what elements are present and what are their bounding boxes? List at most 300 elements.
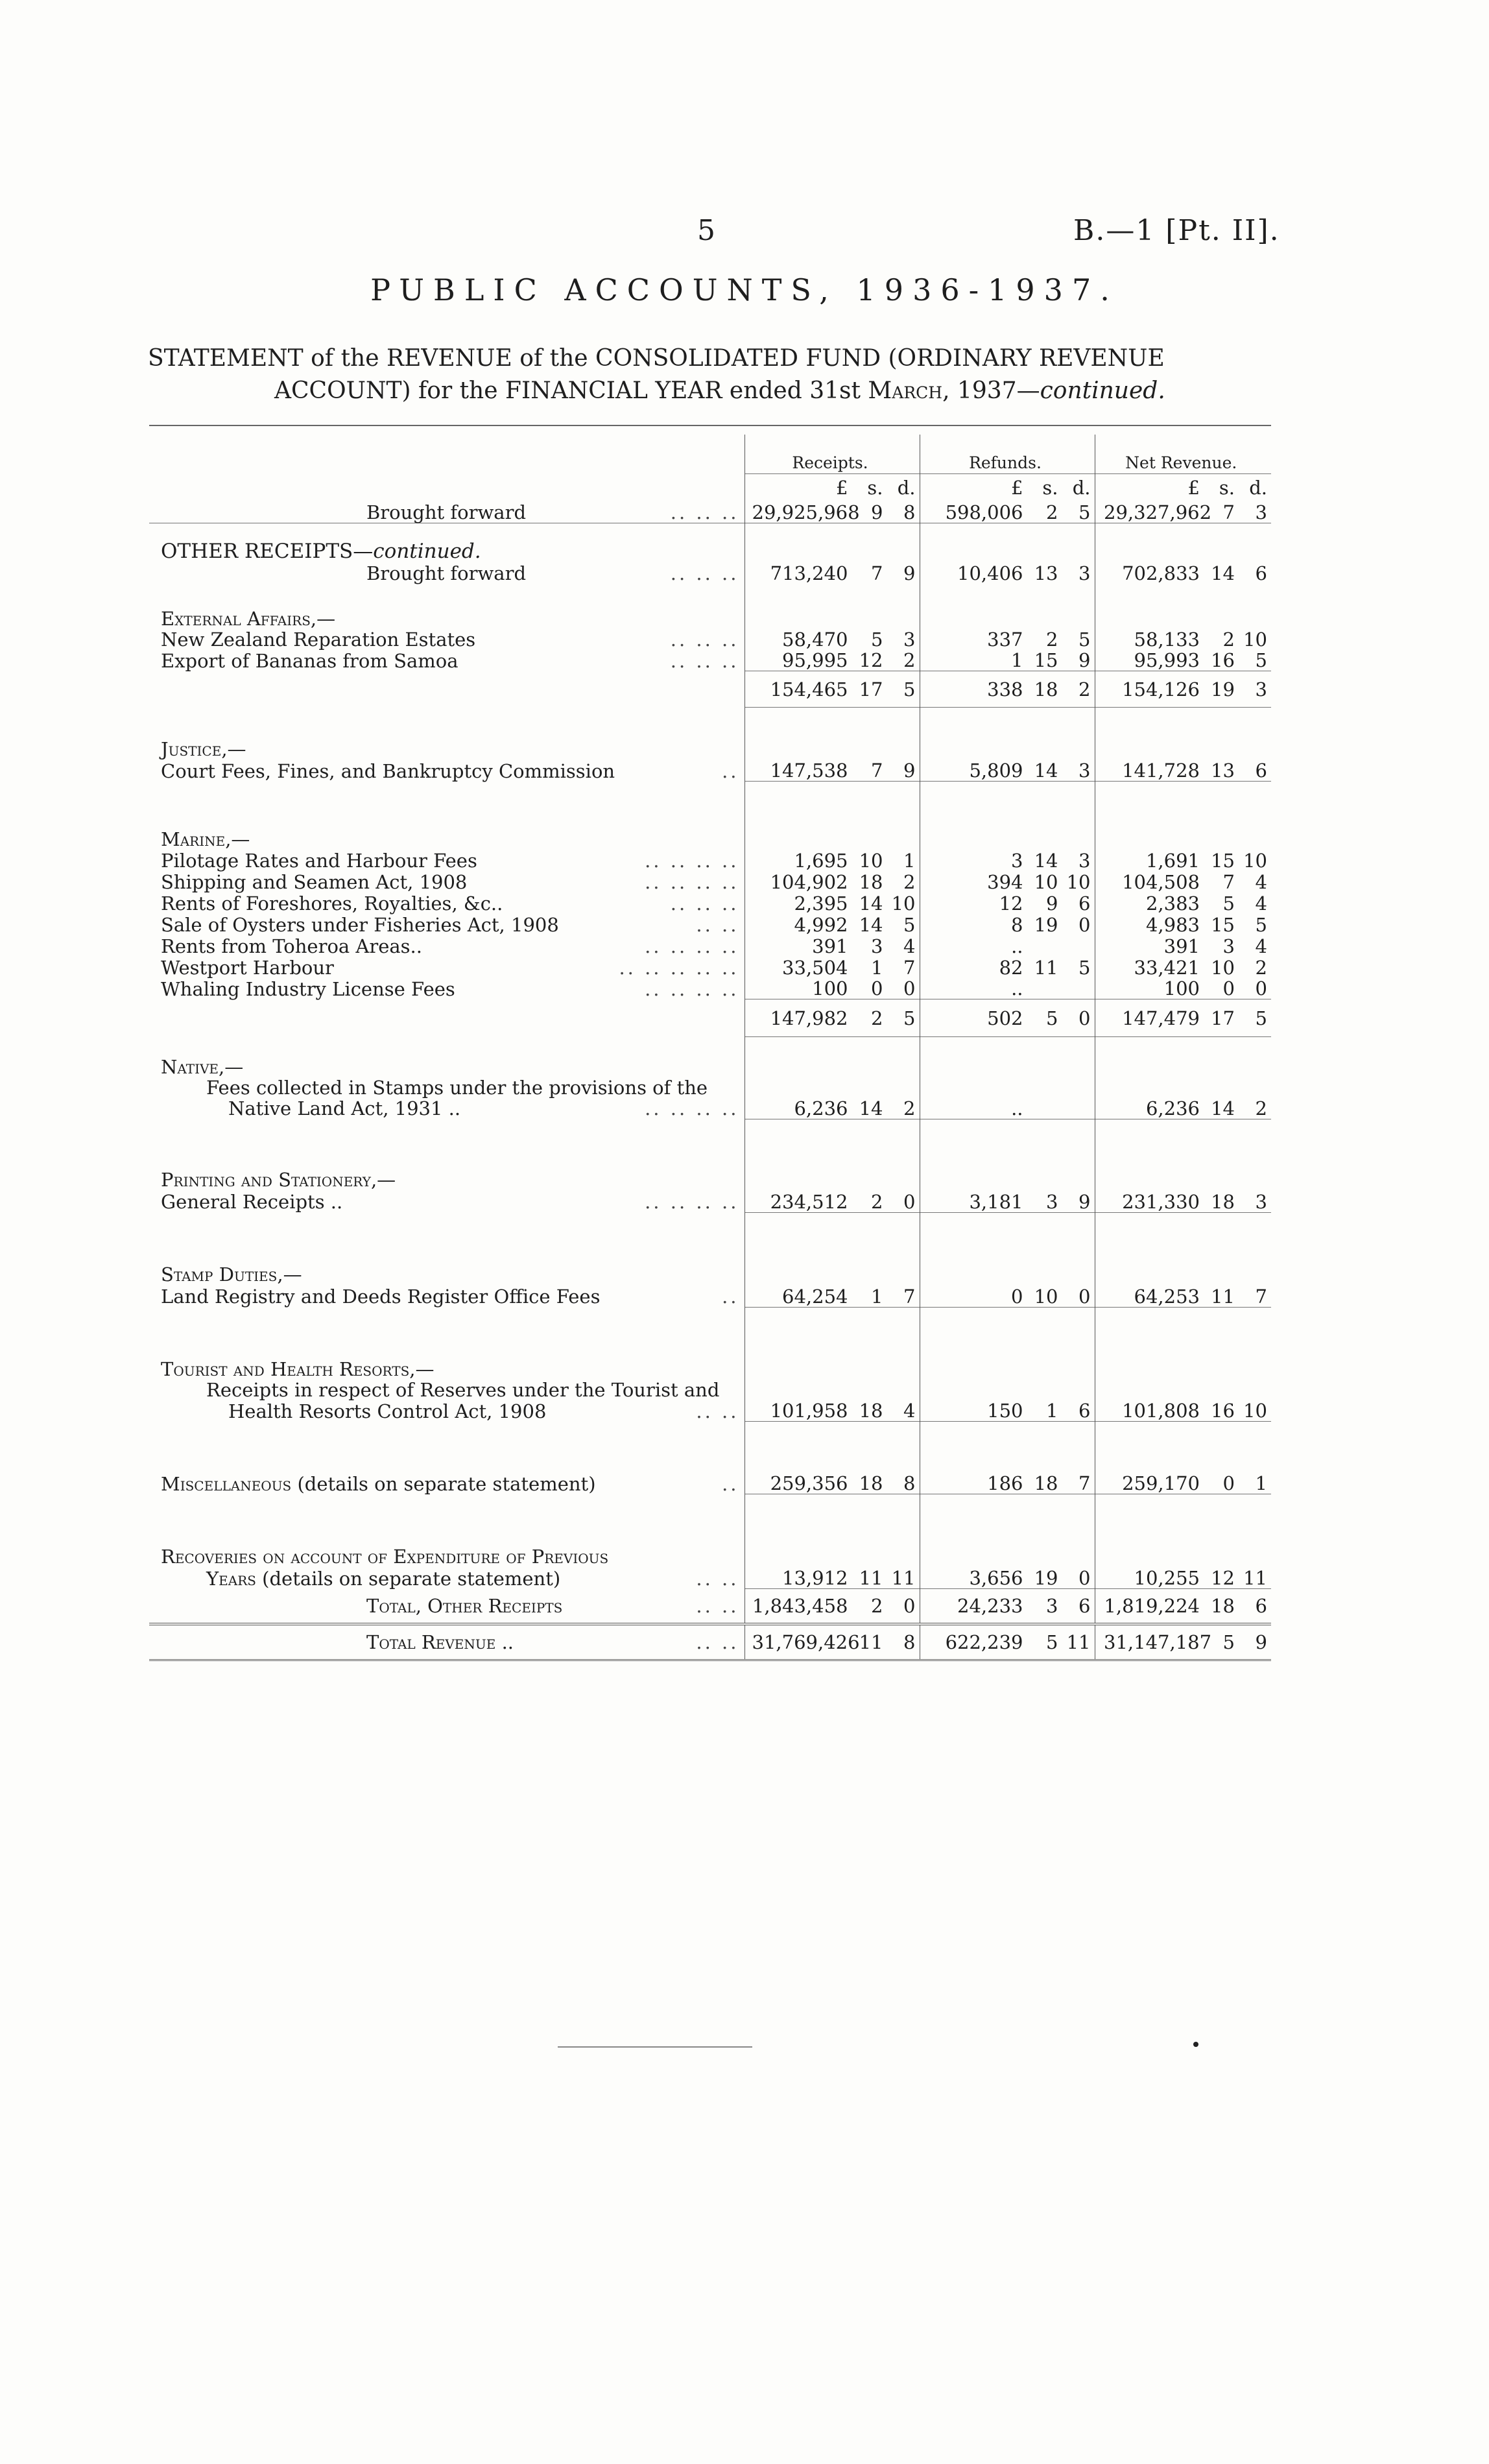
amount-pence: 4 [903,935,916,957]
amount-pounds: 10,255 [1134,1567,1200,1589]
external-affairs-row [149,629,1271,650]
amount-pence: 9 [1078,649,1091,671]
amount-shillings: 19 [1034,1567,1058,1589]
amount-shillings: 18 [859,1472,883,1494]
amount-shillings: 14 [1211,562,1235,584]
col-net-header: Net Revenue. [1095,435,1271,473]
amount-pence: 0 [903,1190,916,1213]
row-label: Native Land Act, 1931 .. [228,1097,461,1119]
amount-pence: 5 [1078,628,1091,651]
amount-shillings: 18 [1211,1594,1235,1617]
amount-shillings: 9 [1046,892,1058,915]
amount-pence: 9 [1078,1190,1091,1213]
amount-pounds: 64,253 [1134,1285,1200,1308]
amount-shillings: 18 [1211,1190,1235,1213]
amount-pence: 7 [1255,1285,1267,1308]
col-refunds-header: Refunds. [920,435,1095,473]
amount-pence: 4 [903,1400,916,1422]
amount-pounds: 95,995 [782,649,848,671]
amount-shillings: 7 [871,562,883,584]
justice-row [149,760,1271,782]
amount-pence: 4 [1255,870,1267,893]
amount-pence: 2 [903,1097,916,1119]
amount-pence: 8 [903,501,916,523]
amount-pounds: 58,470 [782,628,848,651]
total-revenue-row [149,1624,1271,1660]
row-label: Brought forward [366,562,527,584]
row-label: Receipts in respect of Reserves under the Tourist and [206,1379,720,1401]
amount-shillings: 14 [1034,760,1058,782]
amount-pounds: .. [1011,1097,1023,1119]
row-label: Total, Other Receipts [366,1594,563,1617]
amount-pence: 0 [903,1594,916,1617]
leader-dots: .. .. .. [670,501,739,523]
col-receipts-header: Receipts. [744,435,920,473]
amount-pounds: 391 [812,935,848,957]
amount-shillings: 16 [1211,1400,1235,1422]
unit-shilling: s. [867,477,883,499]
external-affairs-heading-row [149,584,1271,629]
amount-pounds: 24,233 [957,1594,1023,1617]
amount-pence: 0 [1078,1285,1091,1308]
amount-shillings: 5 [871,628,883,651]
marine-row [149,914,1271,935]
amount-shillings: 2 [1046,501,1058,523]
amount-pounds: 234,512 [770,1190,848,1213]
amount-pounds: 3 [1011,849,1023,872]
unit-pound: £ [1011,477,1023,499]
amount-shillings: 16 [1211,649,1235,671]
amount-pounds: 6,236 [1145,1097,1200,1119]
amount-pence: 6 [1255,760,1267,782]
amount-shillings: 13 [1211,760,1235,782]
amount-pence: 9 [903,760,916,782]
section-heading: External Affairs,— [161,608,336,630]
amount-pounds: 101,958 [770,1400,848,1422]
statement-subtitle [148,342,1270,407]
amount-pence: 5 [1255,649,1267,671]
amount-pence: 2 [903,649,916,671]
amount-pence: 3 [1255,1190,1267,1213]
marine-row [149,892,1271,914]
amount-pounds: 5,809 [969,760,1023,782]
amount-pence: 0 [903,977,916,999]
amount-pence: 6 [1078,892,1091,915]
amount-shillings: 2 [871,1007,883,1029]
native-label-row [149,1077,1271,1098]
amount-pence: 2 [903,870,916,893]
amount-pence: 9 [903,562,916,584]
subtitle-month: March [868,377,943,404]
row-label: Brought forward [366,501,527,523]
amount-pence: 11 [1066,1631,1091,1653]
amount-shillings: 10 [859,849,883,872]
brought-forward-row [149,498,1271,523]
leader-dots: .. .. .. [670,628,739,651]
amount-pence: 7 [903,1285,916,1308]
other-receipts-heading-row [149,523,1271,562]
amount-shillings: 14 [859,892,883,915]
leader-dots: .. .. .. .. [645,849,739,872]
amount-shillings: 0 [1222,1472,1235,1494]
amount-pence: 6 [1255,1594,1267,1617]
amount-pounds: 10,406 [957,562,1023,584]
amount-pounds: 100 [1163,977,1200,999]
amount-pounds: 101,808 [1122,1400,1200,1422]
amount-shillings: 2 [871,1594,883,1617]
amount-pounds: 259,356 [770,1472,848,1494]
section-heading: OTHER RECEIPTS— [161,540,374,563]
misc-row [149,1429,1271,1494]
marine-row [149,978,1271,999]
row-label: Sale of Oysters under Fisheries Act, 1908 [161,913,559,936]
row-label: Pilotage Rates and Harbour Fees [161,849,477,872]
amount-pounds: 154,465 [770,678,848,700]
tourist-heading-row [149,1315,1271,1380]
external-affairs-total-row [149,671,1271,708]
tourist-row [149,1400,1271,1422]
other-receipts-bf-row [149,562,1271,584]
amount-pounds: 1,695 [794,849,848,872]
row-label: Rents from Toheroa Areas.. [161,935,422,957]
amount-pence: 1 [1255,1472,1267,1494]
row-label: (details on separate statement) [291,1472,596,1495]
amount-pounds: 29,327,962 [1104,501,1212,523]
amount-pence: 9 [1255,1631,1267,1653]
amount-pounds: 1 [1011,649,1023,671]
marine-total-row [149,999,1271,1037]
amount-shillings: 14 [859,1097,883,1119]
amount-shillings: 3 [1046,1594,1058,1617]
amount-shillings: 1 [871,1285,883,1308]
row-label: Export of Bananas from Samoa [161,649,459,672]
leader-dots: .. .. .. [670,649,739,672]
amount-pounds: 13,912 [782,1567,848,1589]
leader-dots: .. .. .. .. [645,977,739,1000]
amount-shillings: 17 [1211,1007,1235,1029]
amount-pence: 3 [1078,849,1091,872]
section-heading: Recoveries on account of Expenditure of Previous [161,1545,609,1568]
amount-pounds: 33,504 [782,956,848,979]
amount-pounds: 3,181 [969,1190,1023,1213]
amount-pence: 5 [903,678,916,700]
amount-pounds: 259,170 [1122,1472,1200,1494]
amount-pence: 5 [903,913,916,936]
amount-shillings: 15 [1211,913,1235,936]
amount-pounds: 598,006 [945,501,1023,523]
unit-shilling: s. [1219,477,1235,499]
amount-shillings: 5 [1222,1631,1235,1653]
section-heading: Native,— [161,1055,244,1078]
amount-shillings: 19 [1034,913,1058,936]
amount-shillings: 7 [871,760,883,782]
marine-row [149,850,1271,871]
leader-dots: .. [722,1472,739,1495]
amount-pence: 5 [1078,956,1091,979]
amount-pence: 6 [1255,562,1267,584]
subtitle-line-2 [148,375,1270,407]
amount-pounds: 2,395 [794,892,848,915]
amount-shillings: 2 [1222,628,1235,651]
leader-dots: .. [722,760,739,782]
amount-pence: 4 [1255,892,1267,915]
native-row [149,1098,1271,1119]
amount-shillings: 17 [859,678,883,700]
section-heading: Tourist and Health Resorts,— [161,1358,435,1380]
amount-pounds: 95,993 [1134,649,1200,671]
leader-dots: .. .. [696,1400,739,1422]
amount-shillings: 14 [1211,1097,1235,1119]
amount-shillings: 5 [1222,892,1235,915]
marine-row [149,871,1271,892]
amount-pounds: 150 [987,1400,1023,1422]
amount-shillings: 18 [859,870,883,893]
amount-pence: 5 [1255,1007,1267,1029]
marine-heading-row [149,788,1271,850]
unit-pence: d. [1072,477,1091,499]
amount-shillings: 9 [871,501,883,523]
amount-shillings: 0 [1222,977,1235,999]
amount-shillings: 3 [1222,935,1235,957]
printing-heading-row [149,1127,1271,1190]
row-label: Total Revenue .. [366,1631,514,1653]
amount-pounds: 104,902 [770,870,848,893]
subtitle-text: ACCOUNT) for the FINANCIAL YEAR ended 31st [274,377,868,404]
amount-shillings: 2 [871,1190,883,1213]
amount-pounds: 502 [987,1007,1023,1029]
row-label: Rents of Foreshores, Royalties, &c.. [161,892,503,915]
amount-pence: 10 [1066,870,1091,893]
amount-pence: 10 [891,892,916,915]
amount-pence: 11 [1243,1567,1267,1589]
amount-shillings: 10 [1211,956,1235,979]
amount-shillings: 11 [1211,1285,1235,1308]
amount-pounds: 337 [987,628,1023,651]
amount-pence: 3 [1255,501,1267,523]
amount-pounds: 8 [1011,913,1023,936]
amount-shillings: 1 [1046,1400,1058,1422]
amount-pounds: 82 [999,956,1023,979]
ink-speck [1193,2042,1198,2047]
leader-dots: .. .. .. .. .. [619,956,739,979]
leader-dots: .. .. .. .. [645,1097,739,1119]
external-affairs-row [149,650,1271,671]
amount-pounds: 1,819,224 [1104,1594,1200,1617]
row-label: Westport Harbour [161,956,334,979]
amount-pounds: 0 [1011,1285,1023,1308]
amount-pence: 10 [1243,628,1267,651]
unit-pence: d. [1249,477,1267,499]
amount-pounds: 391 [1163,935,1200,957]
row-label: (details on separate statement) [256,1567,561,1590]
amount-pence: 0 [1078,913,1091,936]
tourist-label-row [149,1380,1271,1400]
amount-pence: 0 [1078,1007,1091,1029]
amount-pounds: 2,383 [1145,892,1200,915]
amount-shillings: 12 [859,649,883,671]
leader-dots: .. .. .. [670,892,739,915]
amount-shillings: 7 [1222,501,1235,523]
amount-pounds: 64,254 [782,1285,848,1308]
recoveries-row [149,1567,1271,1589]
amount-pounds: 100 [812,977,848,999]
leader-dots: .. .. .. [670,562,739,584]
amount-shillings: 11 [859,1567,883,1589]
amount-pounds: 147,538 [770,760,848,782]
amount-pence: 4 [1255,935,1267,957]
column-header-row [149,435,1271,473]
total-other-receipts-row [149,1589,1271,1624]
row-label: Shipping and Seamen Act, 1908 [161,870,468,893]
leader-dots: .. .. [696,1631,739,1653]
leader-dots: .. .. .. .. [645,870,739,893]
subtitle-continued: continued. [1040,377,1165,404]
amount-shillings: 7 [1222,870,1235,893]
amount-shillings: 15 [1211,849,1235,872]
amount-pence: 8 [903,1472,916,1494]
amount-shillings: 19 [1211,678,1235,700]
stamp-row [149,1285,1271,1307]
amount-pounds: 31,147,187 [1104,1631,1212,1653]
section-heading: Stamp Duties,— [161,1263,302,1286]
subtitle-line-1: STATEMENT of the REVENUE of the CONSOLIDATED FUND (ORDINARY REVENUE [148,345,1165,372]
amount-pounds: 1,691 [1145,849,1200,872]
amount-pence: 3 [1078,562,1091,584]
unit-shilling: s. [1042,477,1058,499]
amount-pounds: 3,656 [969,1567,1023,1589]
amount-pence: 11 [891,1567,916,1589]
amount-pounds: 4,992 [794,913,848,936]
printing-row [149,1190,1271,1212]
amount-shillings: 15 [1034,649,1058,671]
leader-dots: .. .. [696,1567,739,1590]
amount-pounds: 29,925,968 [752,501,860,523]
amount-pounds: 622,239 [945,1631,1023,1653]
amount-shillings: 5 [1046,1007,1058,1029]
amount-pounds: 104,508 [1122,870,1200,893]
amount-pounds: 147,982 [770,1007,848,1029]
amount-pence: 2 [1078,678,1091,700]
marine-row [149,935,1271,957]
leader-dots: .. .. [696,1594,739,1617]
row-label: Land Registry and Deeds Register Office Fees [161,1286,601,1308]
section-heading: Printing and Stationery,— [161,1169,396,1191]
row-label: Health Resorts Control Act, 1908 [228,1400,547,1422]
amount-pounds: 1,843,458 [752,1594,848,1617]
row-label: General Receipts .. [161,1191,343,1213]
amount-pence: 5 [1078,501,1091,523]
leader-dots: .. .. .. .. [645,935,739,957]
amount-pounds: 12 [999,892,1023,915]
amount-pounds: 6,236 [794,1097,848,1119]
subtitle-year: , 1937— [942,377,1040,404]
row-label: Fees collected in Stamps under the provisions of the [206,1076,708,1099]
page-number: 5 [697,214,715,247]
amount-shillings: 11 [1034,956,1058,979]
row-label: Years [206,1567,256,1590]
leader-dots: .. [722,1286,739,1308]
leader-dots: .. .. .. .. [645,1191,739,1213]
amount-shillings: 12 [1211,1567,1235,1589]
amount-shillings: 3 [1046,1190,1058,1213]
marine-row [149,957,1271,978]
amount-pounds: 33,421 [1134,956,1200,979]
amount-shillings: 5 [1046,1631,1058,1653]
amount-pounds: 702,833 [1122,562,1200,584]
amount-pence: 8 [903,1631,916,1653]
unit-pound: £ [836,477,848,499]
amount-shillings: 11 [859,1631,883,1653]
units-row [149,473,1271,498]
amount-shillings: 14 [1034,849,1058,872]
amount-pence: 5 [1255,913,1267,936]
amount-pounds: .. [1011,977,1023,999]
section-heading: Marine,— [161,828,250,850]
amount-shillings: 18 [859,1400,883,1422]
amount-shillings: 10 [1034,870,1058,893]
amount-pounds: 141,728 [1122,760,1200,782]
amount-pence: 3 [903,628,916,651]
row-label: New Zealand Reparation Estates [161,628,476,651]
amount-pence: 10 [1243,849,1267,872]
page-title: PUBLIC ACCOUNTS, 1936-1937. [370,272,1119,307]
amount-shillings: 14 [859,913,883,936]
amount-pence: 2 [1255,956,1267,979]
amount-shillings: 0 [871,977,883,999]
amount-pence: 7 [903,956,916,979]
row-label: Whaling Industry License Fees [161,977,455,1000]
unit-pound: £ [1187,477,1200,499]
amount-pounds: 4,983 [1145,913,1200,936]
document-reference: B.—1 [Pt. II]. [1073,214,1280,247]
section-heading: Justice,— [161,737,246,760]
amount-pounds: 394 [987,870,1023,893]
amount-shillings: 3 [871,935,883,957]
amount-pounds: 231,330 [1122,1190,1200,1213]
native-heading-row [149,1037,1271,1077]
amount-shillings: 1 [871,956,883,979]
stamp-heading-row [149,1220,1271,1285]
amount-pounds: 31,769,426 [752,1631,860,1653]
revenue-statement-table [149,425,1271,1661]
amount-pence: 1 [903,849,916,872]
amount-pounds: 186 [987,1472,1023,1494]
amount-pounds: 147,479 [1122,1007,1200,1029]
section-heading-continued: continued. [373,540,481,563]
amount-pence: 0 [1078,1567,1091,1589]
leader-dots: .. .. [696,913,739,936]
amount-shillings: 10 [1034,1285,1058,1308]
amount-shillings: 18 [1034,678,1058,700]
amount-pounds: .. [1011,935,1023,957]
justice-heading-row [149,708,1271,760]
amount-pounds: 58,133 [1134,628,1200,651]
amount-pence: 6 [1078,1594,1091,1617]
section-heading: Miscellaneous [161,1472,292,1495]
amount-pence: 3 [1255,678,1267,700]
amount-pounds: 154,126 [1122,678,1200,700]
amount-pounds: 338 [987,678,1023,700]
amount-pounds: 713,240 [770,562,848,584]
amount-pence: 10 [1243,1400,1267,1422]
recoveries-label-row [149,1502,1271,1567]
amount-pence: 3 [1078,760,1091,782]
amount-pence: 6 [1078,1400,1091,1422]
amount-pence: 7 [1078,1472,1091,1494]
row-label: Court Fees, Fines, and Bankruptcy Commission [161,760,615,782]
footer-rule [558,2046,752,2048]
amount-pence: 0 [1255,977,1267,999]
